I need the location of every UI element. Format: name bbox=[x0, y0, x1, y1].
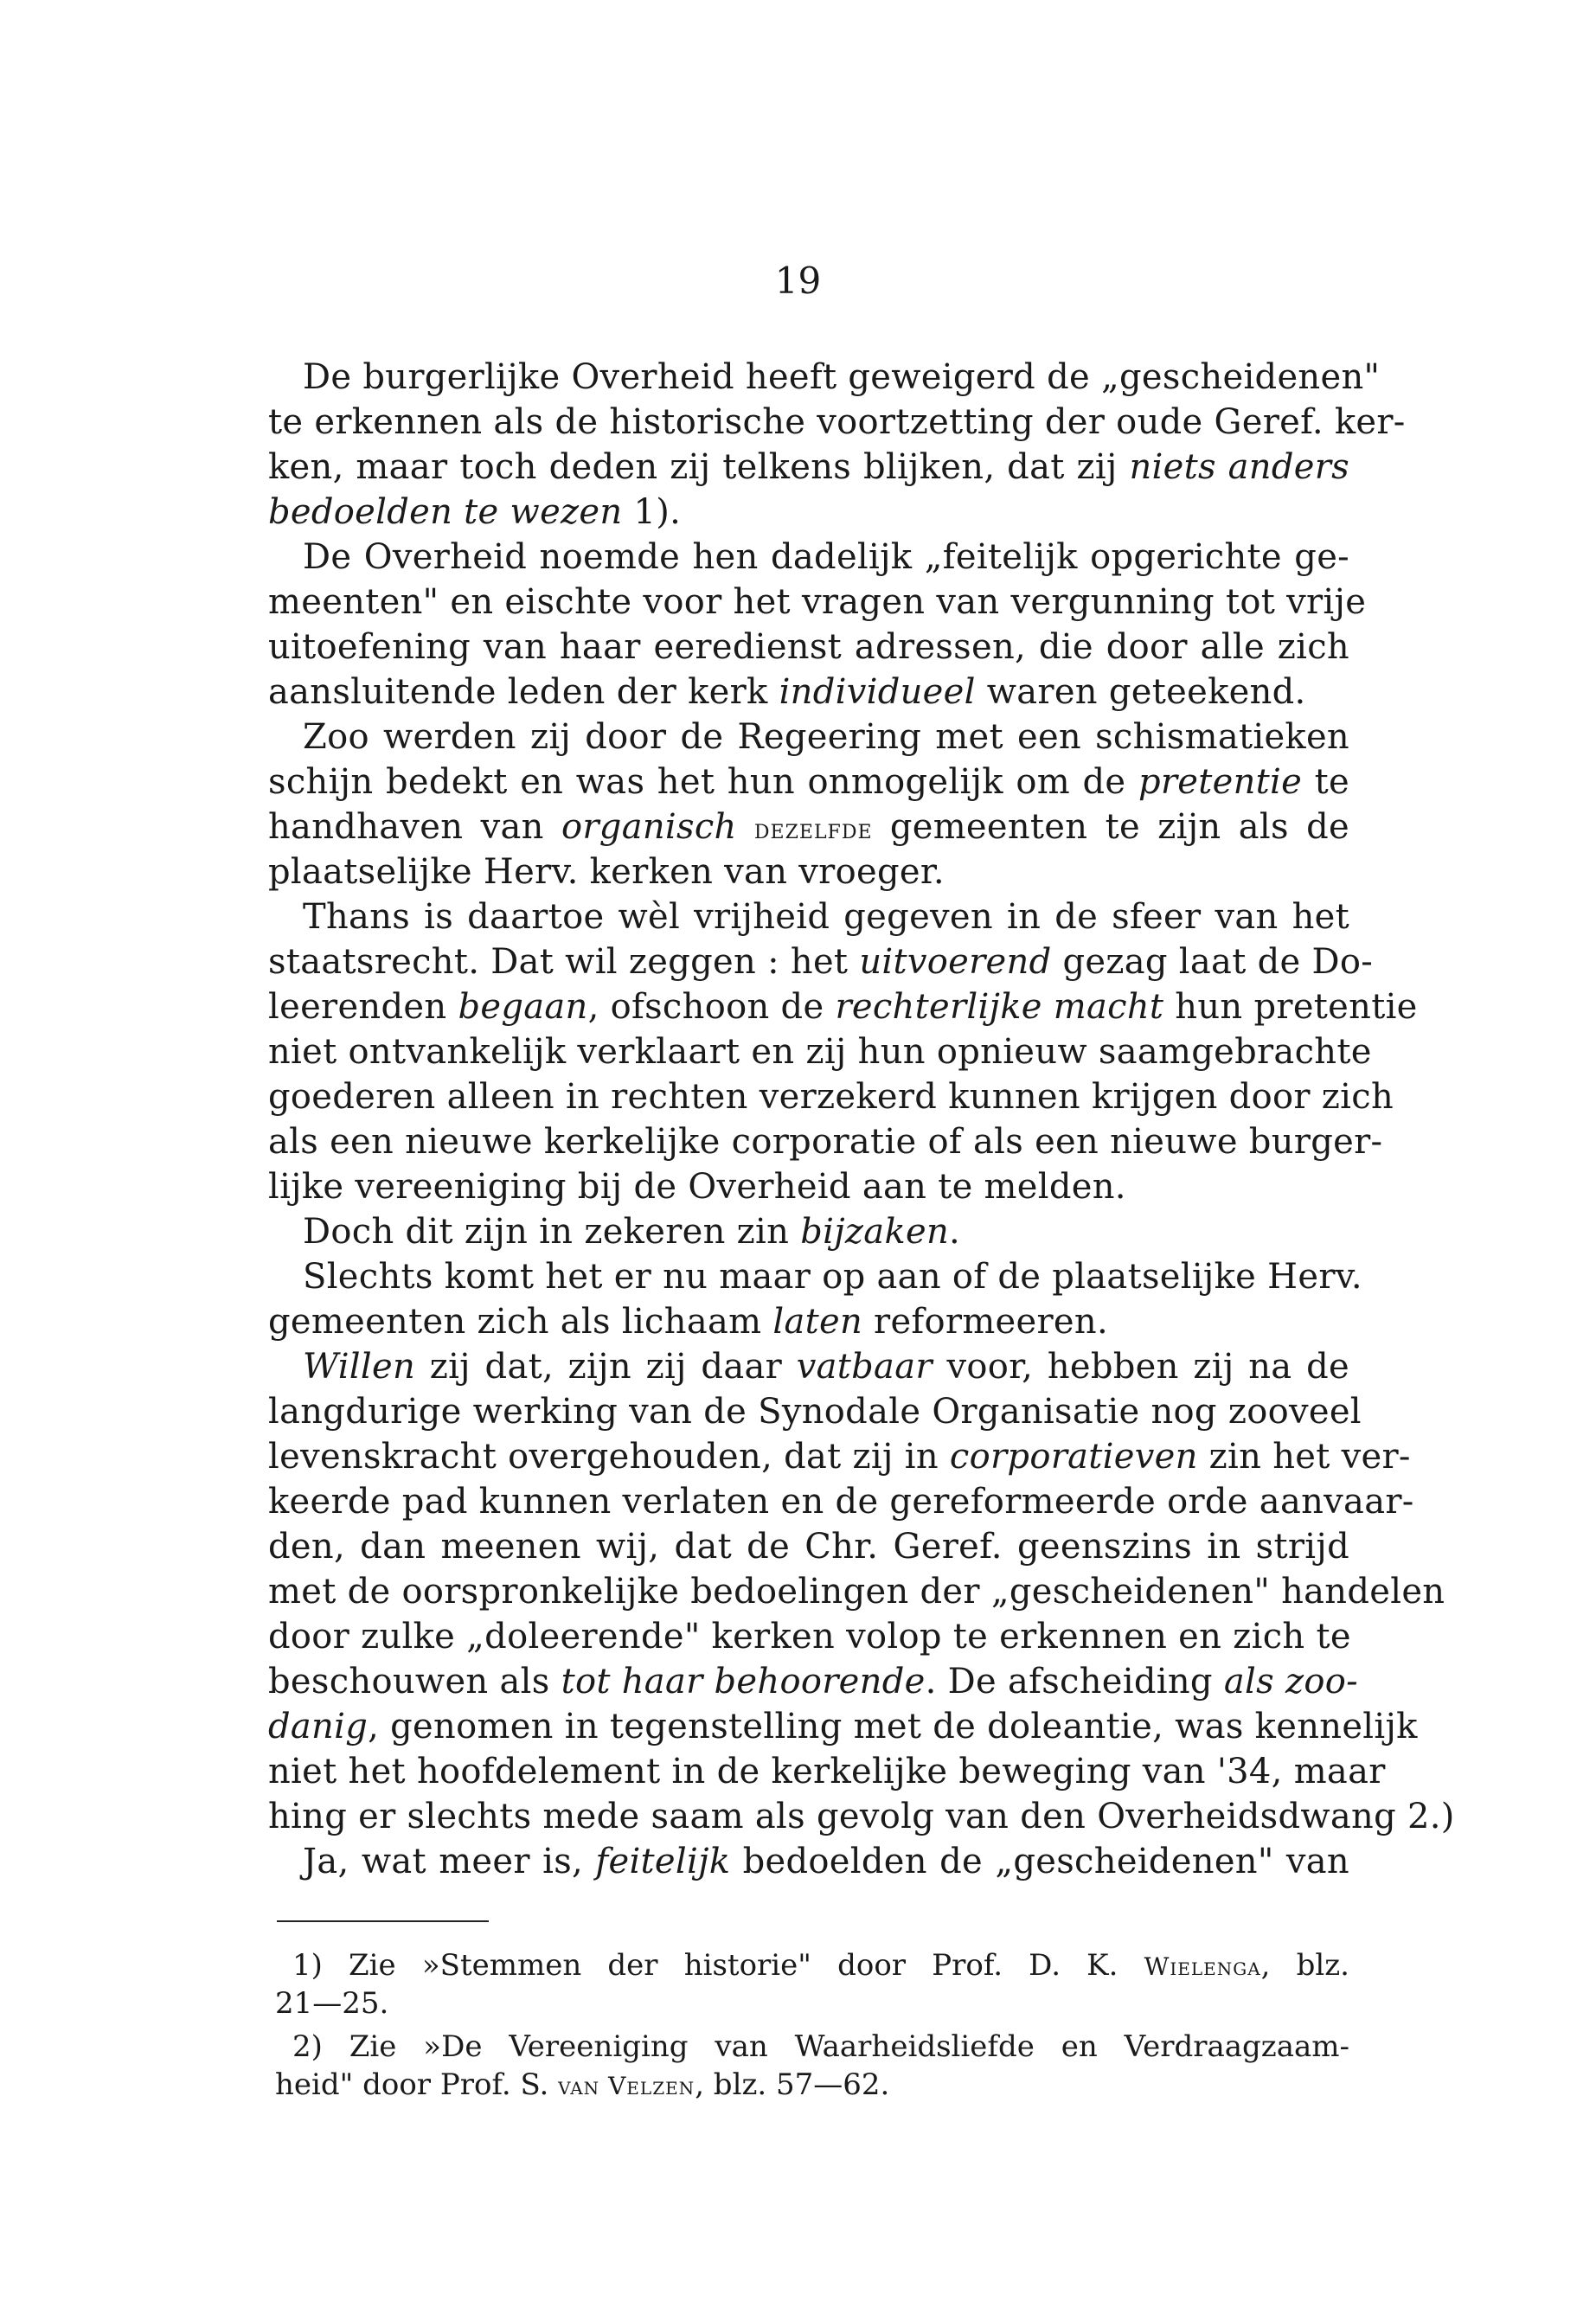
text-line: den, dan meenen wij, dat de Chr. Geref. geenszins in strijd bbox=[268, 1527, 1349, 1567]
text-line: Doch dit zijn in zekeren zin bijzaken. bbox=[303, 1212, 961, 1252]
text-line: De burgerlijke Overheid heeft geweigerd de „gescheidenen" bbox=[303, 357, 1381, 397]
text-line: uitoefening van haar eeredienst adressen, die door alle zich bbox=[268, 627, 1349, 667]
text-line: handhaven van organisch dezelfde gemeenten te zijn als de bbox=[268, 807, 1349, 847]
text-line: Ja, wat meer is, feitelijk bedoelden de „gescheidenen" van bbox=[303, 1842, 1349, 1881]
text-line: levenskracht overgehouden, dat zij in corporatieven zin het ver- bbox=[268, 1437, 1411, 1477]
text-line: bedoelden te wezen 1). bbox=[268, 492, 682, 532]
footnote-1: 1) Zie »Stemmen der historie" door Prof. D. K. Wielenga, blz. bbox=[292, 1948, 1349, 1983]
text-line: leerenden begaan, ofschoon de rechterlijke macht hun pretentie bbox=[268, 987, 1418, 1027]
text-line: als een nieuwe kerkelijke corporatie of als een nieuwe burger- bbox=[268, 1122, 1383, 1162]
text-line: hing er slechts mede saam als gevolg van den Overheidsdwang 2.) bbox=[268, 1797, 1455, 1836]
text-line: niet ontvankelijk verklaart en zij hun opnieuw saamgebrachte bbox=[268, 1032, 1372, 1072]
text-line: beschouwen als tot haar behoorende. De afscheiding als zoo- bbox=[268, 1662, 1358, 1702]
page-number: 19 bbox=[774, 260, 822, 302]
text-line: te erkennen als de historische voortzetting der oude Geref. ker- bbox=[268, 402, 1406, 442]
text-line: aansluitende leden der kerk individueel waren geteekend. bbox=[268, 672, 1306, 712]
footnote-divider bbox=[277, 1920, 489, 1922]
text-line: schijn bedekt en was het hun onmogelijk om de pretentie te bbox=[268, 762, 1349, 802]
text-line: meenten" en eischte voor het vragen van vergunning tot vrije bbox=[268, 582, 1367, 622]
footnote-2-continued: heid" door Prof. S. van Velzen, blz. 57—62. bbox=[275, 2067, 890, 2102]
text-line: staatsrecht. Dat wil zeggen : het uitvoerend gezag laat de Do- bbox=[268, 942, 1374, 982]
text-line: Thans is daartoe wèl vrijheid gegeven in de sfeer van het bbox=[303, 897, 1349, 937]
text-line: Slechts komt het er nu maar op aan of de plaatselijke Herv. bbox=[303, 1257, 1362, 1297]
text-line: danig, genomen in tegenstelling met de doleantie, was kennelijk bbox=[268, 1707, 1418, 1747]
text-line: gemeenten zich als lichaam laten reformeeren. bbox=[268, 1302, 1108, 1342]
text-line: langdurige werking van de Synodale Organisatie nog zooveel bbox=[268, 1392, 1362, 1432]
text-line: niet het hoofdelement in de kerkelijke beweging van '34, maar bbox=[268, 1752, 1386, 1791]
footnote-1-continued: 21—25. bbox=[275, 1986, 389, 2021]
text-line: lijke vereeniging bij de Overheid aan te melden. bbox=[268, 1167, 1126, 1207]
footnote-2: 2) Zie »De Vereeniging van Waarheidsliefde en Verdraagzaam- bbox=[292, 2029, 1349, 2064]
text-line: goederen alleen in rechten verzekerd kunnen krijgen door zich bbox=[268, 1077, 1394, 1117]
text-line: met de oorspronkelijke bedoelingen der „gescheidenen" handelen bbox=[268, 1572, 1445, 1612]
text-line: plaatselijke Herv. kerken van vroeger. bbox=[268, 852, 945, 892]
text-line: keerde pad kunnen verlaten en de gereformeerde orde aanvaar- bbox=[268, 1482, 1414, 1522]
text-line: Willen zij dat, zijn zij daar vatbaar voor, hebben zij na de bbox=[303, 1347, 1349, 1387]
text-line: door zulke „doleerende" kerken volop te erkennen en zich te bbox=[268, 1617, 1351, 1657]
text-line: Zoo werden zij door de Regeering met een schismatieken bbox=[303, 717, 1349, 757]
text-line: De Overheid noemde hen dadelijk „feitelijk opgerichte ge- bbox=[303, 537, 1349, 577]
text-line: ken, maar toch deden zij telkens blijken, dat zij niets anders bbox=[268, 447, 1349, 487]
